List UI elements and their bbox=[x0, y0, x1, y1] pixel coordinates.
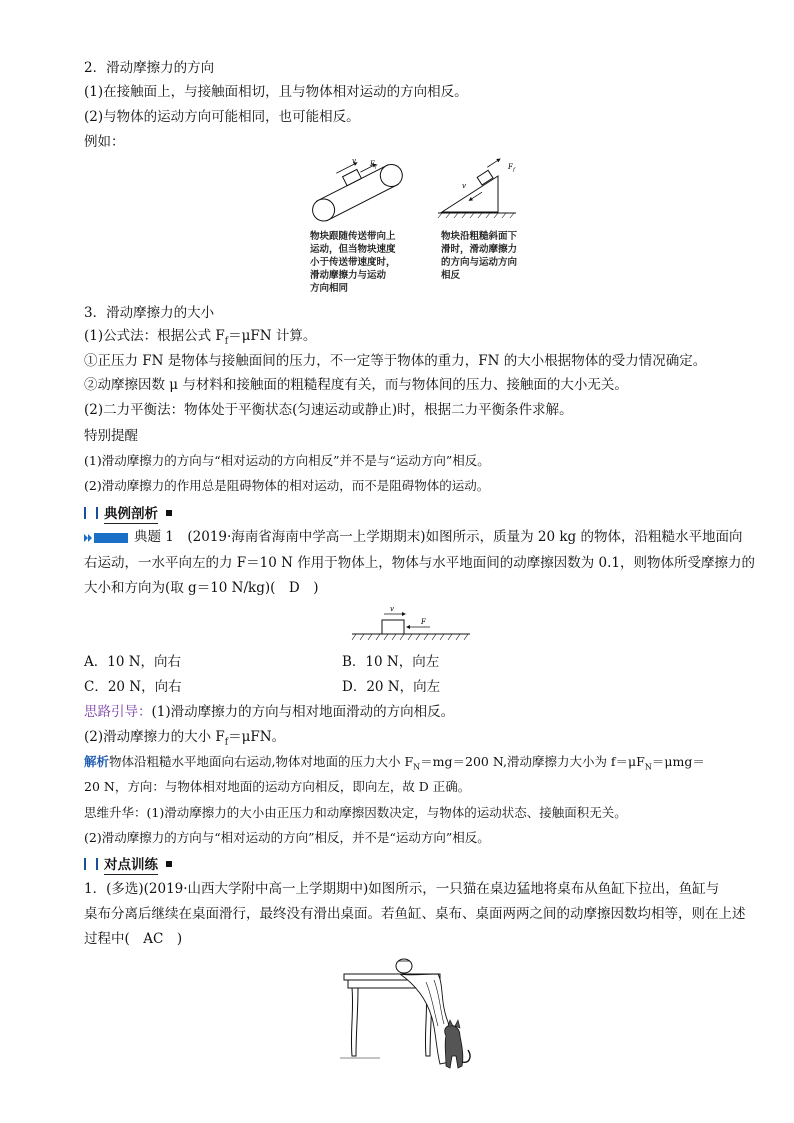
friction-subscript: f bbox=[513, 167, 515, 173]
practice-line: 过程中( AC ) bbox=[84, 931, 183, 947]
paragraph: (1)在接触面上，与接触面相切，且与物体相对运动的方向相反。 bbox=[84, 84, 468, 100]
reminder-title: 特别提醒 bbox=[84, 428, 138, 444]
paragraph: (2)与物体的运动方向可能相同，也可能相反。 bbox=[84, 109, 360, 125]
example-line: 右运动，一水平向左的力 F＝10 N 作用于物体上，物体与水平地面间的动摩擦因数为 0.1，则物体所受摩擦力的 bbox=[84, 555, 755, 571]
conveyor-belt-figure bbox=[308, 150, 408, 228]
paragraph: (1)公式法：根据公式 $F_f=\mu FN$ 计算。 bbox=[84, 328, 317, 347]
conveyor-caption: 物块跟随传送带向上 运动，但当物块速度 小于传送带速度时， 滑动摩擦力与运动 方向相同 bbox=[310, 231, 396, 294]
practice-line: 1．(多选)(2019·山西大学附中高一上学期期中)如图所示，一只猫在桌边猛地将桌布从鱼缸下拉出，鱼缸与 bbox=[84, 881, 720, 897]
guide-line: (2)滑动摩擦力的大小 $F_f=\mu FN$。 bbox=[84, 729, 286, 748]
option-a: A．10 N，向右 bbox=[84, 654, 182, 670]
table-cat-fishbowl-figure bbox=[340, 952, 480, 1076]
option-c: C．20 N，向右 bbox=[84, 679, 182, 695]
friction-subscript: f bbox=[375, 164, 377, 170]
paragraph: ②动摩擦因数 μ 与材料和接触面的粗糙程度有关，而与物体间的压力、接触面的大小无关。 bbox=[84, 377, 628, 393]
example-line: 典题 1 (2019·海南省海南中学高一上学期期末)如图所示，质量为 20 kg 的物体，沿粗糙水平地面向 bbox=[84, 527, 742, 547]
velocity-label: v bbox=[462, 182, 466, 190]
solution-line: 20 N，方向：与物体相对地面的运动方向相反，即向左，故 D 正确。 bbox=[84, 779, 471, 794]
reminder-item: (1)滑动摩擦力的方向与“相对运动的方向相反”并不是与“运动方向”相反。 bbox=[84, 453, 490, 468]
section-header-practice: 对点训练 bbox=[84, 853, 172, 875]
section-2-heading: 2．滑动摩擦力的方向 bbox=[84, 60, 215, 76]
square-icon bbox=[166, 861, 172, 867]
reminder-item: (2)滑动摩擦力的作用总是阻碍物体的相对运动，而不是阻碍物体的运动。 bbox=[84, 478, 490, 493]
example-tag: 典题 1 bbox=[134, 529, 174, 545]
square-icon bbox=[166, 510, 172, 516]
section-bars-icon bbox=[84, 507, 98, 519]
paragraph: 例如： bbox=[84, 134, 125, 150]
incline-figure bbox=[436, 158, 526, 220]
option-d: D．20 N，向左 bbox=[342, 679, 441, 695]
thinking-line: (2)滑动摩擦力的方向与“相对运动的方向”相反，并不是“运动方向”相反。 bbox=[84, 830, 490, 845]
section-3-heading: 3．滑动摩擦力的大小 bbox=[84, 305, 215, 321]
option-b: B．10 N，向左 bbox=[342, 654, 440, 670]
section-header-examples: 典例剖析 bbox=[84, 502, 172, 524]
velocity-label: v bbox=[352, 157, 356, 165]
solution-line: 解析物体沿粗糙水平地面向右运动,物体对地面的压力大小 $F_N=mg=200$ N,滑动摩擦力大小为 $f=\mu F_N=\mu mg=$ bbox=[84, 754, 705, 772]
velocity-label: v bbox=[390, 605, 394, 613]
paragraph: (2)二力平衡法：物体处于平衡状态(匀速运动或静止)时，根据二力平衡条件求解。 bbox=[84, 402, 573, 418]
friction-label: F bbox=[370, 160, 375, 168]
example-line: 大小和方向为(取 g＝10 N/kg)( D ) bbox=[84, 580, 319, 596]
double-arrow-tag-icon bbox=[84, 532, 128, 544]
guide-line: 思路引导：(1)滑动摩擦力的方向与相对地面滑动的方向相反。 bbox=[84, 704, 455, 720]
incline-caption: 物块沿粗糙斜面下 滑时，滑动摩擦力 的方向与运动方向 相反 bbox=[441, 231, 518, 281]
practice-line: 桌布分离后继续在桌面滑行，最终没有滑出桌面。若鱼缸、桌布、桌面两两之间的动摩擦因数均相等，则在上述 bbox=[84, 906, 746, 922]
thinking-line: 思维升华：(1)滑动摩擦力的大小由正压力和动摩擦因数决定，与物体的运动状态、接触面积无关。 bbox=[84, 805, 627, 820]
section-bars-icon bbox=[84, 858, 98, 870]
paragraph: ①正压力 FN 是物体与接触面间的压力，不一定等于物体的重力，FN 的大小根据物体的受力情况确定。 bbox=[84, 353, 707, 369]
force-label: F bbox=[421, 618, 426, 626]
guide-label: 思路引导： bbox=[84, 704, 152, 720]
solution-label: 解析 bbox=[84, 754, 110, 769]
friction-label: F bbox=[508, 163, 513, 171]
block-on-ground-figure bbox=[348, 604, 474, 644]
